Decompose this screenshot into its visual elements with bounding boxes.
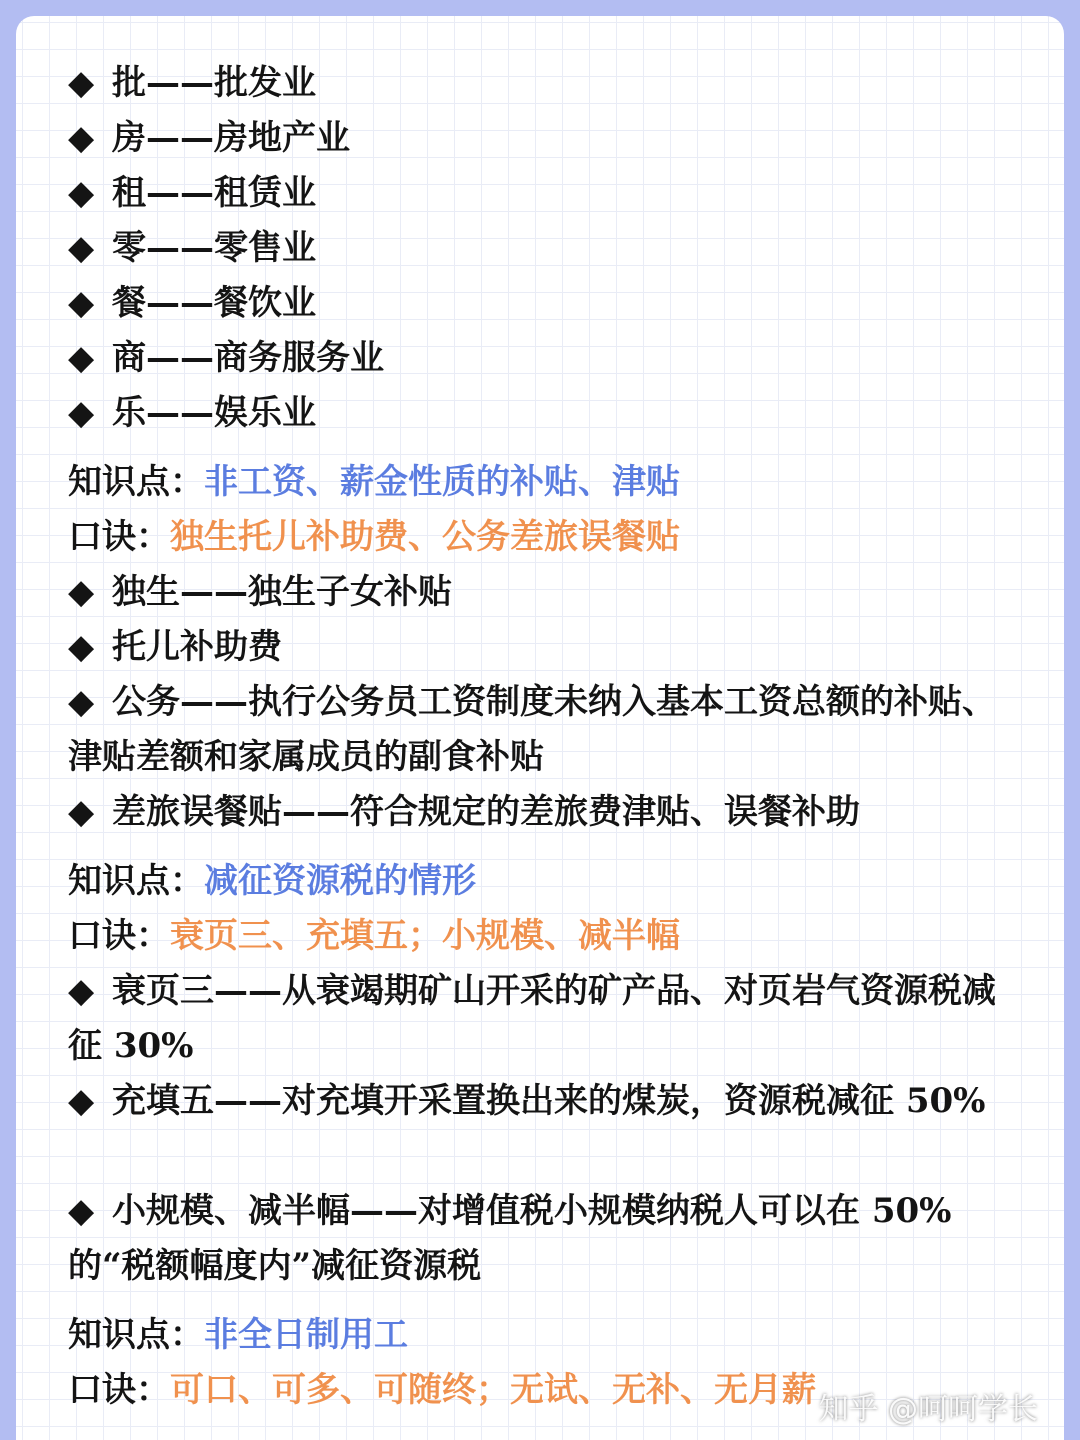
- explanation-text: 充填五——对充填开采置换出来的煤炭，资源税减征 50%: [112, 1081, 986, 1121]
- diamond-icon: ◆: [68, 393, 95, 433]
- explanation-item: [68, 785, 1028, 840]
- knowledge-point: [68, 854, 1028, 909]
- diamond-icon: ◆: [68, 118, 95, 158]
- knowledge-point-text: 非全日制用工: [204, 1315, 408, 1355]
- mnemonic-label: 口诀：: [68, 517, 170, 557]
- explanation-text: 独生——独生子女补贴: [112, 572, 452, 612]
- diamond-icon: ◆: [68, 682, 95, 722]
- industry-text: 零——零售业: [112, 228, 316, 268]
- diamond-icon: ◆: [68, 1081, 95, 1121]
- knowledge-point: [68, 1308, 1028, 1363]
- diamond-icon: ◆: [68, 338, 95, 378]
- industry-item: [68, 111, 1028, 166]
- diamond-icon: ◆: [68, 63, 95, 103]
- knowledge-point-label: 知识点：: [68, 462, 204, 502]
- diamond-icon: ◆: [68, 1191, 95, 1231]
- mnemonic-label: 口诀：: [68, 916, 170, 956]
- explanation-item: [68, 620, 1028, 675]
- diamond-icon: ◆: [68, 572, 95, 612]
- industry-item: [68, 56, 1028, 111]
- explanation-item: [68, 1074, 1028, 1129]
- industry-text: 租——租赁业: [112, 173, 316, 213]
- explanation-text: 小规模、减半幅——对增值税小规模纳税人可以在 50%的“税额幅度内”减征资源税: [68, 1191, 952, 1286]
- mnemonic: [68, 909, 1028, 964]
- industry-item: [68, 386, 1028, 441]
- mnemonic-label: 口诀：: [68, 1370, 170, 1410]
- diamond-icon: ◆: [68, 792, 95, 832]
- explanation-item: [68, 964, 1028, 1074]
- industry-text: 餐——餐饮业: [112, 283, 316, 323]
- diamond-icon: ◆: [68, 971, 95, 1011]
- zhihu-watermark: 知乎 @呵呵学长: [818, 1392, 1038, 1427]
- explanation-text: 差旅误餐贴——符合规定的差旅费津贴、误餐补助: [112, 792, 860, 832]
- explanation-item: [68, 565, 1028, 620]
- diamond-icon: ◆: [68, 173, 95, 213]
- knowledge-point-label: 知识点：: [68, 861, 204, 901]
- industry-text: 乐——娱乐业: [112, 393, 316, 433]
- explanation-item: [68, 675, 1028, 785]
- mnemonic-text: 衰页三、充填五；小规模、减半幅: [170, 916, 680, 956]
- knowledge-point-text: 减征资源税的情形: [204, 861, 476, 901]
- note-sheet: [16, 16, 1064, 1440]
- explanation-text: 公务——执行公务员工资制度未纳入基本工资总额的补贴、津贴差额和家属成员的副食补贴: [68, 682, 996, 777]
- industry-item: [68, 166, 1028, 221]
- mnemonic: [68, 510, 1028, 565]
- knowledge-point: [68, 455, 1028, 510]
- industry-text: 批——批发业: [112, 63, 316, 103]
- knowledge-point-text: 非工资、薪金性质的补贴、津贴: [204, 462, 680, 502]
- explanation-text: 托儿补助费: [112, 627, 282, 667]
- explanation-item: [68, 1184, 1028, 1294]
- industry-item: [68, 276, 1028, 331]
- mnemonic-text: 独生托儿补助费、公务差旅误餐贴: [170, 517, 680, 557]
- diamond-icon: ◆: [68, 283, 95, 323]
- explanation-text: 衰页三——从衰竭期矿山开采的矿产品、对页岩气资源税减征 30%: [68, 971, 996, 1066]
- mnemonic-text: 可口、可多、可随终；无试、无补、无月薪: [170, 1370, 816, 1410]
- industry-text: 商——商务服务业: [112, 338, 384, 378]
- diamond-icon: ◆: [68, 228, 95, 268]
- diamond-icon: ◆: [68, 627, 95, 667]
- knowledge-point-label: 知识点：: [68, 1315, 204, 1355]
- industry-item: [68, 221, 1028, 276]
- industry-item: [68, 331, 1028, 386]
- industry-text: 房——房地产业: [112, 118, 350, 158]
